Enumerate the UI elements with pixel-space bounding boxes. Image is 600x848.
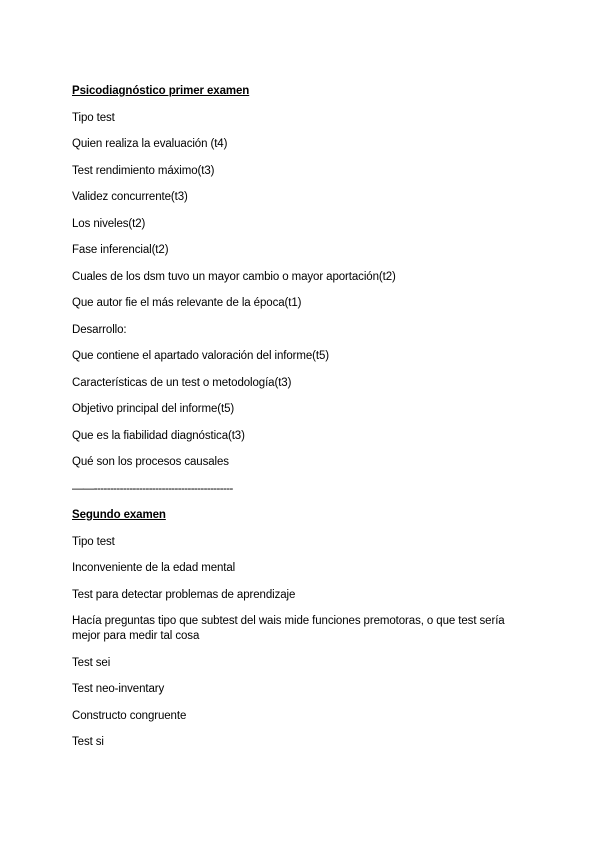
question-item: Fase inferencial(t2) bbox=[72, 244, 169, 256]
section-divider: ——------------------------------------------- bbox=[72, 482, 233, 495]
question-item: Test sei bbox=[72, 656, 111, 669]
question-item: Test si bbox=[72, 736, 104, 748]
question-item: Inconveniente de la edad mental bbox=[72, 562, 236, 574]
question-item: Hacía preguntas tipo que subtest del wais mide funciones premotoras, o que test sería mejor para medir tal cosa bbox=[72, 615, 505, 642]
question-item: Tipo test bbox=[72, 111, 115, 124]
section-title-primer-examen: Psicodiagnóstico primer examen bbox=[72, 85, 250, 97]
section-title-segundo-examen: Segundo examen bbox=[72, 509, 166, 521]
question-item: Objetivo principal del informe(t5) bbox=[72, 403, 235, 415]
question-item: Test para detectar problemas de aprendizaje bbox=[72, 588, 296, 601]
question-item: Qué son los procesos causales bbox=[72, 456, 229, 468]
question-item: Tipo test bbox=[72, 535, 115, 548]
desarrollo-label: Desarrollo: bbox=[72, 323, 127, 336]
question-item: Cuales de los dsm tuvo un mayor cambio o mayor aportación(t2) bbox=[72, 270, 396, 283]
question-item: Test neo-inventary bbox=[72, 683, 165, 695]
question-item: Los niveles(t2) bbox=[72, 217, 146, 230]
question-item: Que autor fie el más relevante de la época(t1) bbox=[72, 297, 302, 309]
question-item: Características de un test o metodología(t3) bbox=[72, 376, 292, 389]
question-item: Quien realiza la evaluación (t4) bbox=[72, 138, 228, 150]
question-item: Test rendimiento máximo(t3) bbox=[72, 164, 215, 177]
document-content bbox=[72, 84, 532, 762]
question-item: Validez concurrente(t3) bbox=[72, 191, 188, 203]
question-item: Constructo congruente bbox=[72, 709, 187, 722]
question-item: Que contiene el apartado valoración del informe(t5) bbox=[72, 350, 329, 362]
question-item: Que es la fiabilidad diagnóstica(t3) bbox=[72, 429, 245, 442]
